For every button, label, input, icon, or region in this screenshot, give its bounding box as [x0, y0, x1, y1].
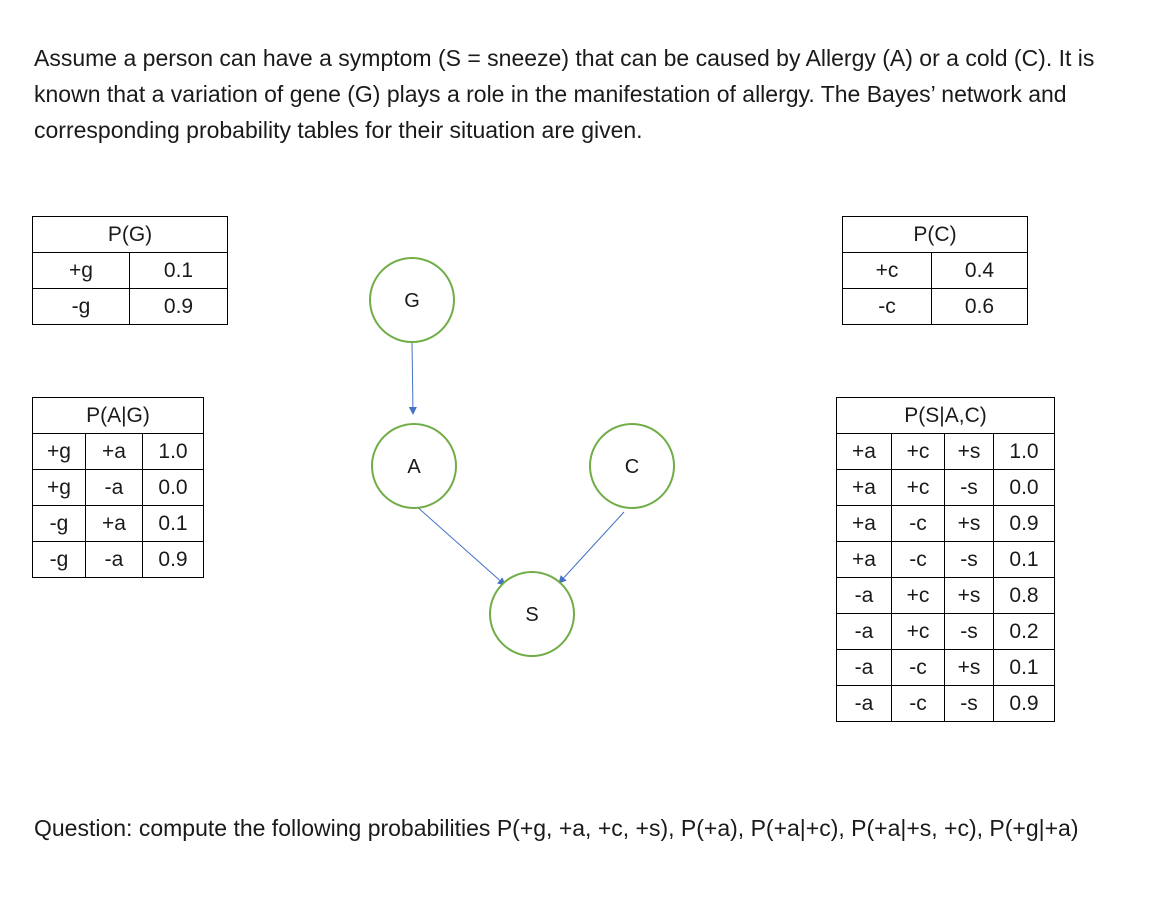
table-cell: +c: [892, 434, 945, 470]
table-cell: 1.0: [143, 434, 204, 470]
table-cell: +a: [837, 542, 892, 578]
problem-statement: Assume a person can have a symptom (S = sneeze) that can be caused by Allergy (A) or a cold (C). It is known that a variation of gene (G) plays a role in the manifestation of allergy. The Bayes’ network and corresponding probability tables for their situation are given.: [34, 45, 1095, 143]
table-cell: 0.1: [143, 506, 204, 542]
table-cell: +a: [837, 470, 892, 506]
table-cell: 1.0: [994, 434, 1055, 470]
table-cell: 0.1: [130, 253, 228, 289]
table-cell: -a: [86, 470, 143, 506]
table-cell: +s: [945, 434, 994, 470]
table-title: P(G): [33, 217, 228, 253]
node-c: [590, 424, 674, 508]
table-title: P(C): [843, 217, 1028, 253]
table-cell: 0.9: [994, 506, 1055, 542]
edge-c-to-s: [559, 512, 624, 583]
table-cell: -a: [837, 686, 892, 722]
table-cell: -c: [892, 686, 945, 722]
table-cell: +g: [33, 470, 86, 506]
table-cell: +a: [86, 434, 143, 470]
table-cell: +g: [33, 434, 86, 470]
table-cell: +s: [945, 578, 994, 614]
table-cell: +c: [892, 470, 945, 506]
node-label: A: [407, 456, 421, 478]
table-cell: 0.8: [994, 578, 1055, 614]
table-cell: -a: [837, 578, 892, 614]
node-a: [372, 424, 456, 508]
table-cell: 0.6: [932, 289, 1028, 325]
node-label: S: [525, 604, 539, 626]
table-cell: +a: [837, 434, 892, 470]
table-cell: -s: [945, 542, 994, 578]
table-cell: +s: [945, 650, 994, 686]
table-cell: 0.9: [143, 542, 204, 578]
table-cell: -s: [945, 686, 994, 722]
node-g: [370, 258, 454, 342]
table-cell: -c: [892, 506, 945, 542]
table-title: P(S|A,C): [837, 398, 1055, 434]
table-cell: -a: [837, 614, 892, 650]
table-cell: 0.0: [994, 470, 1055, 506]
table-cell: +c: [892, 614, 945, 650]
table-cell: 0.0: [143, 470, 204, 506]
table-cell: +a: [86, 506, 143, 542]
table-cell: +s: [945, 506, 994, 542]
table-cell: -g: [33, 289, 130, 325]
table-cell: 0.9: [994, 686, 1055, 722]
table-cell: 0.9: [130, 289, 228, 325]
table-cell: -a: [86, 542, 143, 578]
table-cell: -c: [892, 650, 945, 686]
table-cell: 0.1: [994, 542, 1055, 578]
table-cell: +c: [843, 253, 932, 289]
table-cell: +a: [837, 506, 892, 542]
table-cell: -a: [837, 650, 892, 686]
table-cell: -g: [33, 506, 86, 542]
node-label: G: [404, 290, 420, 312]
question-text: Question: compute the following probabilities P(+g, +a, +c, +s), P(+a), P(+a|+c), P(+a|+s, +c), P(+g|+a): [34, 815, 1079, 841]
node-s: [490, 572, 574, 656]
table-cell: -g: [33, 542, 86, 578]
table-cell: 0.1: [994, 650, 1055, 686]
table-cell: -c: [843, 289, 932, 325]
edge-a-to-s: [415, 505, 505, 585]
table-cell: 0.4: [932, 253, 1028, 289]
table-cell: +c: [892, 578, 945, 614]
table-title: P(A|G): [33, 398, 204, 434]
edge-g-to-a: [412, 342, 413, 414]
table-cell: -s: [945, 470, 994, 506]
table-cell: -s: [945, 614, 994, 650]
node-label: C: [624, 456, 640, 478]
table-cell: -c: [892, 542, 945, 578]
table-cell: +g: [33, 253, 130, 289]
table-cell: 0.2: [994, 614, 1055, 650]
